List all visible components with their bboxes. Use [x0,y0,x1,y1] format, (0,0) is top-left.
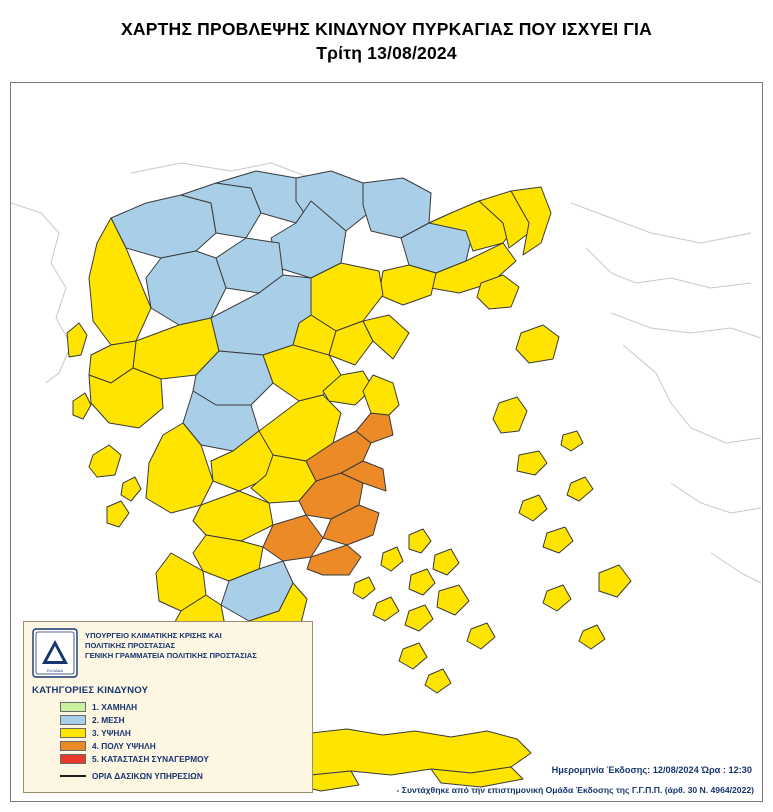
region-kozani [146,251,226,325]
swatch-very-high [60,741,86,751]
legend-title: ΚΑΤΗΓΟΡΙΕΣ ΚΙΝΔΥΝΟΥ [32,685,149,696]
region-ikaria-east [561,431,583,451]
region-lefkada [73,393,91,419]
region-thasos-area [379,265,436,305]
region-andros [409,529,431,553]
region-paros [405,605,433,631]
issue-datetime: Ημερομηνία Έκδοσης: 12/08/2024 Ώρα : 12:30 [551,765,752,775]
region-kea [381,547,403,571]
legend-label-forest-boundaries: ΟΡΙΑ ΔΑΣΙΚΩΝ ΥΠΗΡΕΣΙΩΝ [92,771,203,781]
forest-boundary-line-icon [60,775,86,777]
swatch-low [60,702,86,712]
ministry-line-1: ΥΠΟΥΡΓΕΙΟ ΚΛΙΜΑΤΙΚΗΣ ΚΡΙΣΗΣ ΚΑΙ [85,631,222,640]
region-aitoloakarnania-south [193,491,273,541]
legend-item-medium [32,713,304,726]
region-syros [409,569,435,595]
legend-label-very-high: 4. ΠΟΛΥ ΥΨΗΛΗ [92,740,156,751]
region-ios [399,643,427,669]
title-line-1: ΧΑΡΤΗΣ ΠΡΟΒΛΕΨΗΣ ΚΙΝΔΥΝΟΥ ΠΥΡΚΑΓΙΑΣ ΠΟΥ ΙΣΧΥΕΙ ΓΙΑ [121,19,652,39]
legend-item-alarm [32,752,304,765]
ministry-line-2: ΠΟΛΙΤΙΚΗΣ ΠΡΟΣΤΑΣΙΑΣ [85,641,176,651]
region-tinos-mykonos [433,549,459,575]
ministry-text [85,628,257,661]
swatch-medium [60,715,86,725]
region-crete [281,729,531,775]
legend-category-list [32,700,304,765]
region-kythnos [353,577,375,599]
legend-label-high: 3. ΥΨΗΛΗ [92,727,131,738]
page-title [0,18,773,65]
region-astypalaia [543,585,571,611]
legend-label-alarm: 5. ΚΑΤΑΣΤΑΣΗ ΣΥΝΑΓΕΡΜΟΥ [92,753,209,764]
region-patmos [567,477,593,501]
legend-item-forest-boundaries [60,771,304,781]
region-naxos [437,585,469,615]
region-sifnos [373,597,399,621]
region-kerkyra [67,323,87,357]
swatch-high [60,728,86,738]
region-zakynthos [107,501,129,527]
svg-text:ΕΛΛΑΔΑ: ΕΛΛΑΔΑ [46,668,64,673]
region-santorini [425,669,451,693]
legend-item-very-high [32,739,304,752]
region-samos [517,451,547,475]
legend-item-high [32,726,304,739]
region-kefalonia [89,445,121,477]
legend-header [32,628,304,678]
region-amorgos [467,623,495,649]
region-chios [493,397,527,433]
map-frame [10,82,763,802]
region-karpathos [579,625,605,649]
legend-panel [23,621,313,793]
title-line-2: Τρίτη 13/08/2024 [316,42,457,63]
region-ithaki [121,477,141,501]
ministry-line-3: ΓΕΝΙΚΗ ΓΡΑΜΜΑΤΕΙΑ ΠΟΛΙΤΙΚΗΣ ΠΡΟΣΤΑΣΙΑΣ [85,651,257,661]
legend-item-low [32,700,304,713]
civil-protection-emblem-icon [32,628,78,678]
region-kos [543,527,573,553]
legend-label-medium: 2. ΜΕΣΗ [92,714,125,725]
compiled-by-note: - Συντάχθηκε από την επιστημονική Ομάδα Έκδοσης της Γ.Γ.Π.Π. (άρθ. 30 Ν. 4964/2022) [396,785,754,795]
region-rodos [599,565,631,597]
region-lesvos [516,325,559,363]
swatch-alarm [60,754,86,764]
legend-label-low: 1. ΧΑΜΗΛΗ [92,701,138,712]
region-kalymnos [519,495,547,521]
